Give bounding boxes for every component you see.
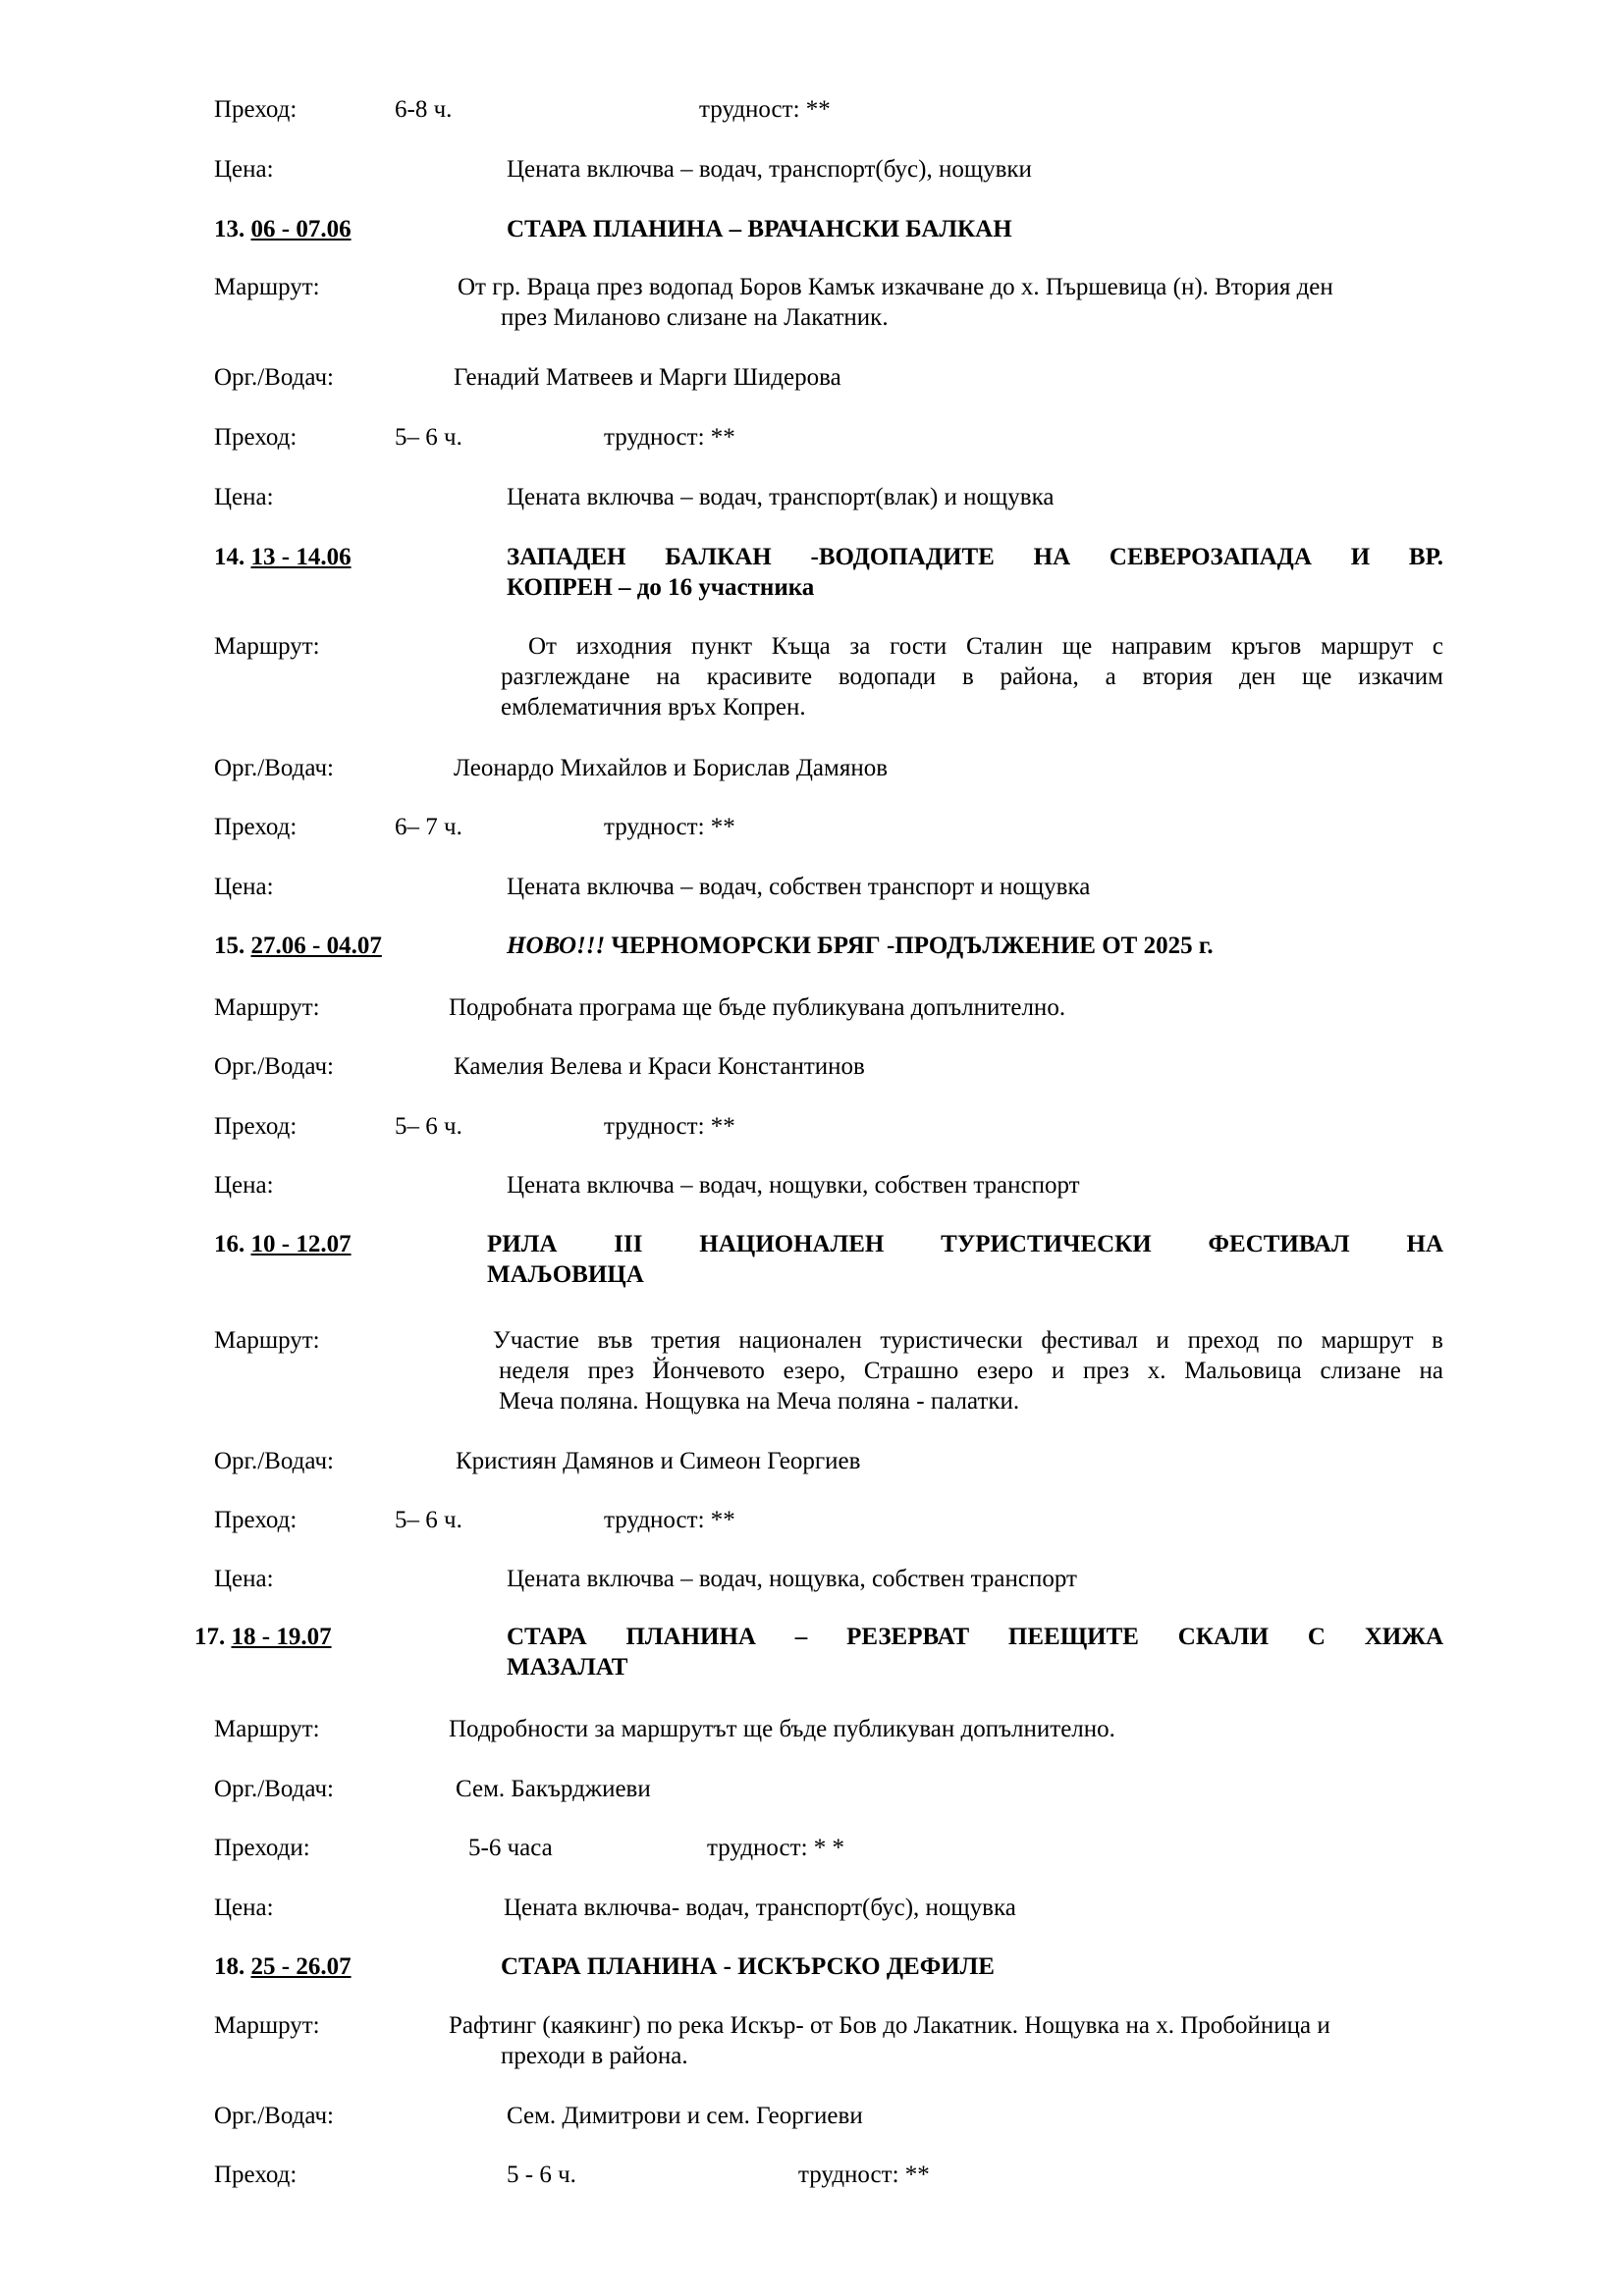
trip-18-route-line: преходи в района. xyxy=(501,2043,688,2069)
route-label: Маршрут: xyxy=(214,994,320,1021)
new-badge: НОВО!!! xyxy=(507,933,606,959)
trip-17-price: Цената включва- водач, транспорт(бус), нощувка xyxy=(504,1895,1016,1921)
trip-16-title-line: МАЉОВИЦА xyxy=(487,1261,644,1288)
trip-13-org: Генадий Матвеев и Марги Шидерова xyxy=(454,364,841,391)
trip-16-duration: 5– 6 ч. xyxy=(395,1507,462,1533)
trip-15-price: Цената включва – водач, нощувки, собствен транспорт xyxy=(507,1172,1080,1199)
trip-16-route-line: Участие във третия национален туристически фестивал и преход по маршрут в xyxy=(493,1327,1443,1354)
trip-14-number: 14. 13 - 14.06 xyxy=(214,544,352,570)
duration-value: 6-8 ч. xyxy=(395,96,453,123)
trip-13-difficulty: трудност: ** xyxy=(604,424,735,451)
trip-17-org: Сем. Бакърджиеви xyxy=(456,1776,651,1802)
price-label: Цена: xyxy=(214,1172,274,1199)
difficulty-label: трудност: xyxy=(699,96,800,123)
route-label: Маршрут: xyxy=(214,1327,320,1354)
trip-16-number: 16. 10 - 12.07 xyxy=(214,1231,352,1257)
trip-13-dates: 06 - 07.06 xyxy=(250,216,352,242)
org-label: Орг./Водач: xyxy=(214,1448,334,1474)
trip-14-title-line: ЗАПАДЕН БАЛКАН -ВОДОПАДИТЕ НА СЕВЕРОЗАПАДА И ВР. xyxy=(507,544,1443,570)
route-label: Маршрут: xyxy=(214,633,320,660)
trip-17-route: Подробности за маршрутът ще бъде публикуван допълнително. xyxy=(449,1716,1115,1742)
trip-15-duration: 5– 6 ч. xyxy=(395,1113,462,1140)
trip-17-dates: 18 - 19.07 xyxy=(231,1624,332,1650)
trip-15-number: 15. 27.06 - 04.07 xyxy=(214,933,382,959)
trip-18-title: СТАРА ПЛАНИНА - ИСКЪРСКО ДЕФИЛЕ xyxy=(501,1953,995,1980)
price-value: Цената включва – водач, транспорт(бус), нощувки xyxy=(507,156,1032,183)
trip-13-duration: 5– 6 ч. xyxy=(395,424,462,451)
price-label: Цена: xyxy=(214,874,274,900)
trip-14-price: Цената включва – водач, собствен транспорт и нощувка xyxy=(507,874,1091,900)
trip-16-route-line: Меча поляна. Нощувка на Меча поляна - палатки. xyxy=(499,1388,1020,1415)
price-label: Цена: xyxy=(214,1895,274,1921)
trip-18-difficulty: трудност: ** xyxy=(798,2162,930,2188)
price-label: Цена: xyxy=(214,484,274,510)
trip-18-org: Сем. Димитрови и сем. Георгиеви xyxy=(507,2103,863,2129)
difficulty xyxy=(699,94,831,125)
trip-14-route-line: емблематичния връх Копрен. xyxy=(501,694,806,721)
duration-label: Преход: xyxy=(214,814,298,840)
trip-15-org: Камелия Велева и Краси Константинов xyxy=(454,1053,865,1080)
org-label: Орг./Водач: xyxy=(214,364,334,391)
trip-17-title-line: СТАРА ПЛАНИНА – РЕЗЕРВАТ ПЕЕЩИТЕ СКАЛИ С ХИЖА xyxy=(507,1624,1443,1650)
duration-label: Преход: xyxy=(214,1507,298,1533)
org-label: Орг./Водач: xyxy=(214,2103,334,2129)
route-label: Маршрут: xyxy=(214,2012,320,2039)
duration-label: Преход: xyxy=(214,424,298,451)
trip-16-dates: 10 - 12.07 xyxy=(250,1231,352,1257)
trip-13-price: Цената включва – водач, транспорт(влак) и нощувка xyxy=(507,484,1055,510)
trip-17-number: 17. 18 - 19.07 xyxy=(194,1624,332,1650)
trip-16-org: Кристиян Дамянов и Симеон Георгиев xyxy=(456,1448,861,1474)
trip-13-route-line: От гр. Враца през водопад Боров Камък изкачване до х. Пършевица (н). Втория ден xyxy=(458,274,1333,300)
route-label: Маршрут: xyxy=(214,274,320,300)
difficulty-value: ** xyxy=(805,96,831,123)
trip-13-route-line: през Миланово слизане на Лакатник. xyxy=(501,304,889,331)
trip-18-duration: 5 - 6 ч. xyxy=(507,2162,576,2188)
trip-17-title-line: МАЗАЛАТ xyxy=(507,1654,628,1681)
trip-13-number: 13. 06 - 07.06 xyxy=(214,216,352,242)
trip-14-route-line: От изходния пункт Къща за гости Сталин ще направим кръгов маршрут с xyxy=(528,633,1443,660)
trip-13-title: СТАРА ПЛАНИНА – ВРАЧАНСКИ БАЛКАН xyxy=(507,216,1012,242)
trip-14-route-line: разглеждане на красивите водопади в района, а втория ден ще изкачим xyxy=(501,664,1443,690)
trip-16-route-line: неделя през Йончевото езеро, Страшно езеро и през х. Мальовица слизане на xyxy=(499,1358,1443,1384)
trip-14-dates: 13 - 14.06 xyxy=(250,544,352,570)
trip-16-title-line: РИЛА III НАЦИОНАЛЕН ТУРИСТИЧЕСКИ ФЕСТИВАЛ НА xyxy=(487,1231,1443,1257)
duration-label: Преходи: xyxy=(214,1835,310,1861)
org-label: Орг./Водач: xyxy=(214,1053,334,1080)
trip-18-route-line: Рафтинг (каякинг) по река Искър- от Бов до Лакатник. Нощувка на х. Пробойница и xyxy=(449,2012,1330,2039)
trip-17-difficulty: трудност: * * xyxy=(707,1835,845,1861)
trip-15-difficulty: трудност: ** xyxy=(604,1113,735,1140)
trip-18-number: 18. 25 - 26.07 xyxy=(214,1953,352,1980)
price-label: Цена: xyxy=(214,156,274,183)
trip-18-dates: 25 - 26.07 xyxy=(250,1953,352,1980)
trip-16-difficulty: трудност: ** xyxy=(604,1507,735,1533)
org-label: Орг./Водач: xyxy=(214,1776,334,1802)
trip-14-org: Леонардо Михайлов и Борислав Дамянов xyxy=(454,755,889,781)
duration-label: Преход: xyxy=(214,2162,298,2188)
trip-14-difficulty: трудност: ** xyxy=(604,814,735,840)
duration-label: Преход: xyxy=(214,1113,298,1140)
duration-label: Преход: xyxy=(214,96,298,123)
trip-15-route: Подробната програма ще бъде публикувана допълнително. xyxy=(449,994,1066,1021)
trip-17-duration: 5-6 часа xyxy=(468,1835,553,1861)
trip-14-duration: 6– 7 ч. xyxy=(395,814,462,840)
org-label: Орг./Водач: xyxy=(214,755,334,781)
trip-16-price: Цената включва – водач, нощувка, собствен транспорт xyxy=(507,1566,1077,1592)
route-label: Маршрут: xyxy=(214,1716,320,1742)
trip-15-title: НОВО!!! ЧЕРНОМОРСКИ БРЯГ -ПРОДЪЛЖЕНИЕ ОТ 2025 г. xyxy=(507,933,1214,959)
trip-15-dates: 27.06 - 04.07 xyxy=(250,933,382,959)
trip-14-title-line: КОПРЕН – до 16 участника xyxy=(507,574,815,601)
price-label: Цена: xyxy=(214,1566,274,1592)
